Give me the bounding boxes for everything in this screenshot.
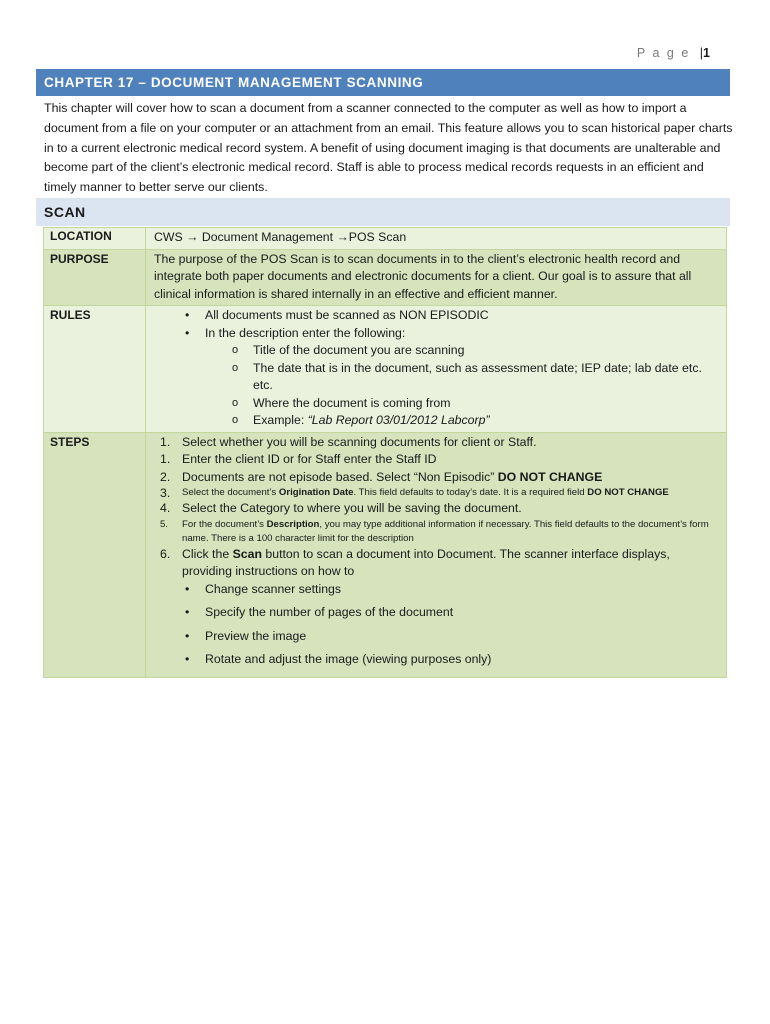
page-label: P a g e xyxy=(636,46,691,60)
step-number: 1. xyxy=(160,434,171,449)
step-number: 4. xyxy=(160,501,171,515)
step-item xyxy=(154,469,720,487)
rules-bullet: • All documents must be scanned as NON EPISODIC xyxy=(154,307,720,325)
step-text: Click the xyxy=(182,546,233,561)
step-item xyxy=(154,500,720,518)
rules-sub-item-example xyxy=(154,412,720,430)
scan-info-table xyxy=(43,227,727,678)
step-item xyxy=(154,434,720,452)
rules-bullet: • In the description enter the following: xyxy=(154,325,720,343)
page-number: 1 xyxy=(703,46,710,60)
steps-content xyxy=(146,433,726,677)
step-text: For the document’s xyxy=(182,518,267,530)
step-text: Select whether you will be scanning documents for client or Staff. xyxy=(182,434,537,449)
step-item xyxy=(154,546,720,581)
step-emphasis: DO NOT CHANGE xyxy=(497,469,603,484)
step-number: 5. xyxy=(160,518,169,530)
step-item xyxy=(154,518,720,546)
step-emphasis: DO NOT CHANGE xyxy=(587,487,669,498)
step-number: 2. xyxy=(160,469,171,484)
step-text: . This field defaults to today’s date. It is a required field xyxy=(353,487,588,498)
example-prefix: Example: xyxy=(253,413,308,427)
purpose-label: PURPOSE xyxy=(44,250,146,306)
scanner-option-item: • Rotate and adjust the image (viewing purposes only) xyxy=(154,651,720,669)
step-text: Documents are not episode based. Select “Non Episodic” xyxy=(182,469,498,484)
step-item xyxy=(154,451,720,469)
location-row xyxy=(44,228,726,250)
intro-paragraph: This chapter will cover how to scan a document from a scanner connected to the computer as well as how to import a document from a file on your computer or an attachment from an email. This feature allows you to scan historical paper charts in to a current electronic medical record system. A benefit of using document imaging is that documents are unalterable and become part of the client’s electronic medical record. Staff is able to process medical records requests in an efficient and timely manner to better serve our clients. xyxy=(44,101,733,195)
step-number: 6. xyxy=(160,546,171,561)
rules-row xyxy=(44,306,726,433)
page-header xyxy=(637,46,710,60)
step-text: button to scan a document into Document. The scanner interface displays, providing instructions on how to xyxy=(182,546,670,578)
step-text: Select the Category to where you will be saving the document. xyxy=(182,501,522,515)
location-label: LOCATION xyxy=(44,228,146,249)
steps-label: STEPS xyxy=(44,433,146,677)
step-emphasis: Origination Date xyxy=(278,487,354,498)
example-value: “Lab Report 03/01/2012 Labcorp” xyxy=(307,413,490,427)
rules-sub-item: o The date that is in the document, such as assessment date; IEP date; lab date etc. etc. xyxy=(154,360,720,395)
step-text: Enter the client ID or for Staff enter the Staff ID xyxy=(182,452,437,466)
chapter-title: CHAPTER 17 – DOCUMENT MANAGEMENT SCANNING xyxy=(36,69,730,96)
step-text: Select the document’s xyxy=(182,487,279,498)
scanner-option-item: • Preview the image xyxy=(154,628,720,646)
purpose-row xyxy=(44,250,726,307)
steps-row xyxy=(44,433,726,677)
page-separator: | xyxy=(699,46,704,60)
step-emphasis: Scan xyxy=(232,546,262,561)
rules-sub-item: o Where the document is coming from xyxy=(154,395,720,413)
step-number: 1. xyxy=(160,452,171,466)
location-value: CWS → Document Management →POS Scan xyxy=(154,230,407,244)
scanner-option-item: • Change scanner settings xyxy=(154,581,720,599)
rules-label: RULES xyxy=(44,306,146,432)
step-item xyxy=(154,486,720,500)
rules-sub-item: o Title of the document you are scanning xyxy=(154,342,720,360)
step-emphasis: Description xyxy=(266,518,320,530)
step-text: , you may type additional information if necessary. This field defaults to the document’s form name. There is a 100 character limit for the description xyxy=(182,518,709,544)
rules-content xyxy=(146,306,726,432)
purpose-value: The purpose of the POS Scan is to scan documents in to the client’s electronic health record and integrate both paper documents and electronic documents for a client. Our goal is to assure that all clinical information is shared internally in an effective and efficient manner. xyxy=(154,251,692,301)
step-number: 3. xyxy=(160,486,171,500)
scanner-option-item: • Specify the number of pages of the document xyxy=(154,604,720,622)
section-title: SCAN xyxy=(36,198,730,226)
